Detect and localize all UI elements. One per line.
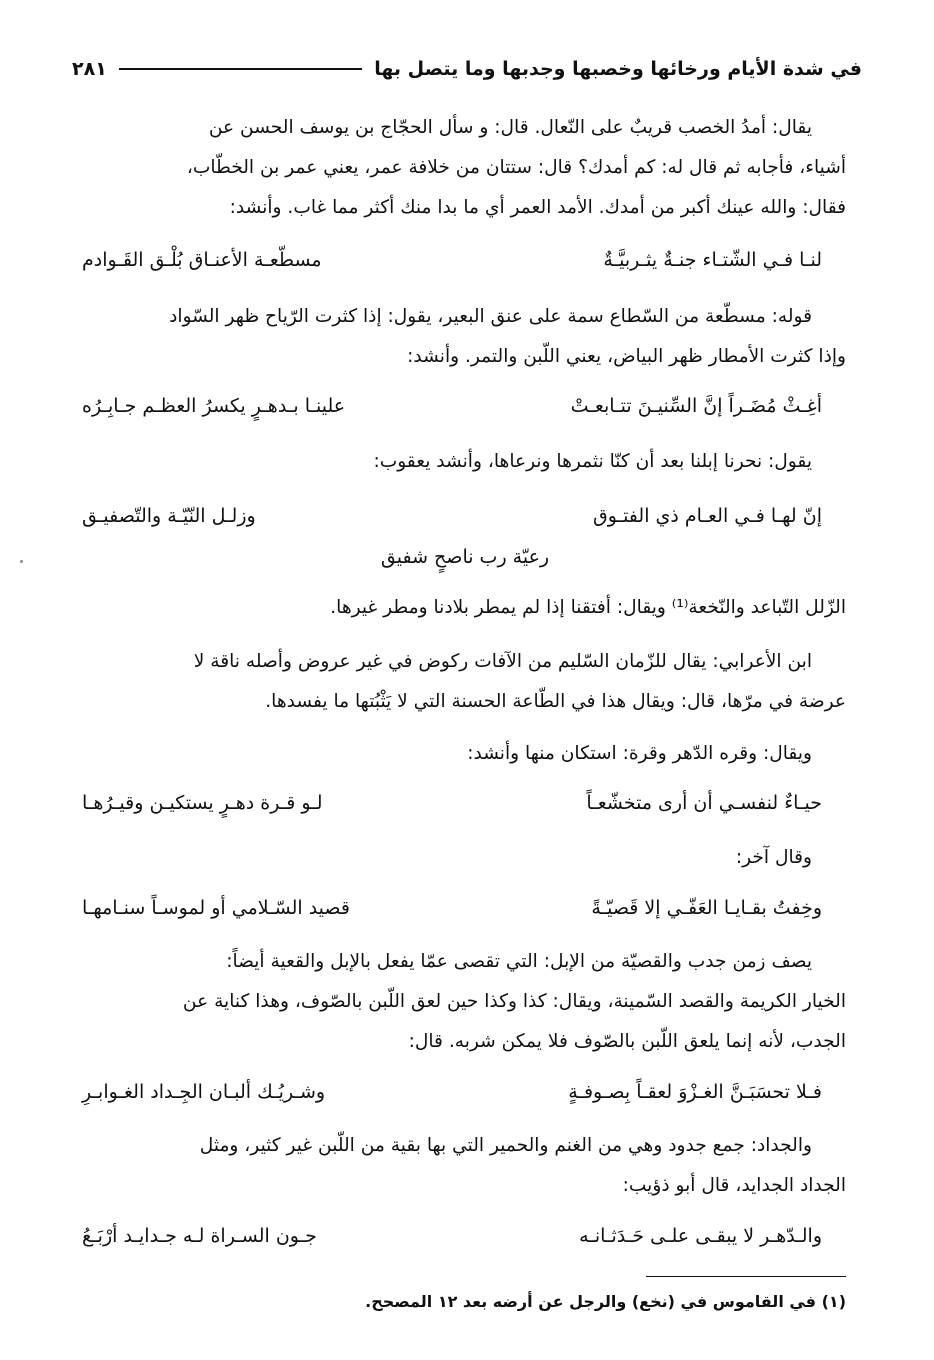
verse-first-hemistich: حيـاءٌ لنفسـي أن أرى متخشّعـاً <box>586 792 822 814</box>
verse-first-hemistich: لنـا فـي الشّتـاء جنـةٌ يثـربيَّـةٌ <box>603 249 822 271</box>
verse-first-hemistich: فـلا تحسَبَـنَّ الغـزْوَ لعقـاً بِصـوفـةٍ <box>568 1081 822 1103</box>
verse-second-hemistich: وزلـل النّيّـة والتّصفيـق <box>82 505 256 527</box>
text-line: الخيار الكريمة والقصد السّمينة، ويقال: كذا وكذا حين لعق اللّبن بالصّوف، وهذا كناية عن <box>182 991 846 1012</box>
verse-second-hemistich: علينـا بـدهـرٍ يكسرُ العظـم جـابِـرُه <box>82 395 346 417</box>
text-line: وقال آخر: <box>735 847 812 868</box>
verse-3-continuation: رعيّة رب ناصحٍ شفيق <box>380 546 550 568</box>
text-line: ويقال: وقره الدّهر وقرة: استكان منها وأنشد: <box>467 743 812 764</box>
scan-speck <box>20 560 23 563</box>
text-line: يقال: أمدُ الخصب قريبٌ على النّعال. قال: و سأل الحجّاج بن يوسف الحسن عن <box>208 117 812 138</box>
verse-second-hemistich: لـو قـرة دهـرٍ يستكيـن وقيـرُهـا <box>82 792 323 814</box>
paragraph-3 <box>84 442 846 482</box>
verse-2 <box>82 386 822 426</box>
text-line: قوله: مسطّعة من السّطاع سمة على عنق البعير، يقول: إذا كثرت الرّياح ظهر السّواد <box>169 306 812 327</box>
text-line: يقول: نحرنا إبلنا بعد أن كنّا نثمرها ونرعاها، وأنشد يعقوب: <box>373 451 812 472</box>
text-line: الجداد الجدايد، قال أبو ذؤيب: <box>622 1175 846 1196</box>
verse-3 <box>82 496 822 536</box>
verse-6 <box>82 1072 822 1112</box>
paragraph-9 <box>84 1126 846 1206</box>
footnote-rule <box>646 1276 846 1277</box>
verse-1 <box>82 240 822 280</box>
verse-second-hemistich: وشـريُـك ألبـان الجِـداد الغـوابـرِ <box>82 1081 326 1103</box>
text-line: فقال: والله عينك أكبر من أمدك. الأمد العمر أي ما بدا منك أكثر مما غاب. وأنشد: <box>229 197 846 218</box>
footnote: (١) في القاموس في (نخع) والرجل عن أرضه بعد ١٢ المصحح. <box>365 1292 846 1311</box>
verse-5 <box>82 888 822 928</box>
paragraph-6 <box>84 734 846 774</box>
chapter-title: في شدة الأيام ورخائها وخصبها وجدبها وما يتصل بها <box>374 58 862 80</box>
text-line: وإذا كثرت الأمطار ظهر البياض، يعني اللّبن والتمر. وأنشد: <box>407 346 846 367</box>
verse-second-hemistich: مسطّعـة الأعنـاق بُلْـق القَـوادم <box>82 249 322 271</box>
verse-first-hemistich: إنّ لهـا فـي العـام ذي الفتـوق <box>592 505 822 527</box>
verse-first-hemistich: وخِفتُ بقـايـا العَفّـي إلا قَصيّـةً <box>591 897 822 919</box>
paragraph-1 <box>84 108 846 228</box>
verse-second-hemistich: قصيد السّـلامي أو لموسـاً سنـامهـا <box>82 897 350 919</box>
verse-4 <box>82 783 822 823</box>
text-line: أشياء، فأجابه ثم قال له: كم أمدك؟ قال: ستتان من خلافة عمر، يعني عمر بن الخطّاب، <box>186 157 846 178</box>
paragraph-4 <box>84 588 846 628</box>
verse-first-hemistich: والـدّهـر لا يبقـى علـى حَـدَثـانـه <box>579 1225 822 1247</box>
verse-second-hemistich: جـون السـراة لـه جـدايـد أرْبَـعُ <box>82 1225 317 1247</box>
text-line: الجدب، لأنه إنما يلعق اللّبن بالصّوف فلا يمكن شربه. قال: <box>408 1031 846 1052</box>
text-line: والجداد: جمع جدود وهي من الغنم والحمير التي بها بقية من اللّبن غير كثير، ومثل <box>199 1135 812 1156</box>
verse-first-hemistich: أغِـثْ مُضَـراً إنَّ السِّنيـنَ تتـابعـتْ <box>570 395 822 417</box>
page-number: ٢٨١ <box>72 58 107 80</box>
running-header <box>72 52 862 86</box>
paragraph-2 <box>84 297 846 377</box>
text-line: عرضة في مرّها، قال: ويقال هذا في الطّاعة الحسنة التي لا يَثْبُتها ما يفسدها. <box>265 691 846 712</box>
verse-7 <box>82 1216 822 1256</box>
text-line: يصف زمن جدب والقصيّة من الإبل: التي تقصى عمّا يفعل بالإبل والقعية أيضاً: <box>226 951 812 972</box>
paragraph-7 <box>84 838 846 878</box>
text-line: الزّلل التّباعد والنّخعة⁽¹⁾ ويقال: أفتقنا إذا لم يمطر بلادنا ومطر غيرها. <box>330 597 846 618</box>
paragraph-5 <box>84 642 846 722</box>
header-rule <box>119 68 362 70</box>
text-line: ابن الأعرابي: يقال للزّمان السّليم من الآفات ركوض في غير عروض وأصله ناقة لا <box>193 651 812 672</box>
paragraph-8 <box>84 942 846 1062</box>
